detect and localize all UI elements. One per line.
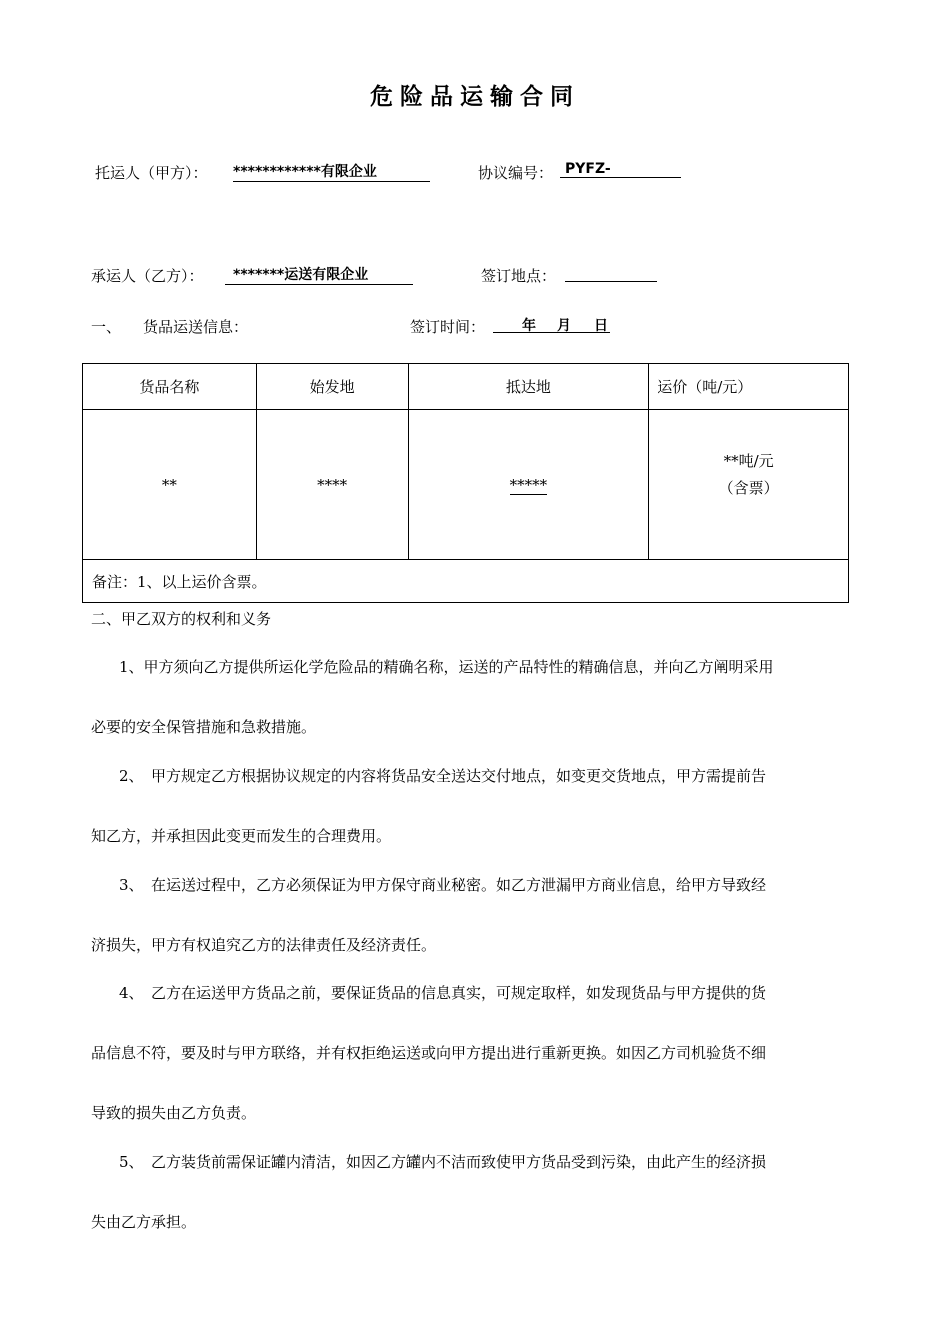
sign-time-value (493, 315, 610, 333)
column-header-goods-name: 货品名称 (83, 364, 257, 410)
clause-3-line-1: 3、 在运送过程中，乙方必须保证为甲方保守商业秘密。如乙方泄漏甲方商业信息，给甲方导致经 (119, 876, 767, 894)
section1-title: 货品运送信息： (143, 318, 249, 336)
sign-place-label: 签订地点： (481, 267, 557, 285)
cell-destination (408, 410, 649, 560)
section2-title: 二、甲乙双方的权利和义务 (91, 610, 272, 628)
table-note-row (83, 560, 849, 603)
sign-time-label: 签订时间： (410, 318, 486, 336)
document-title: 危险品运输合同 (370, 84, 580, 110)
clause-3-line-2: 济损失，甲方有权追究乙方的法律责任及经济责任。 (91, 936, 437, 954)
freight-rate-value: **吨/元 (723, 451, 774, 470)
clause-1-line-1: 1、甲方须向乙方提供所运化学危险品的精确名称，运送的产品特性的精确信息，并向乙方阐明采用 (119, 658, 774, 676)
sign-month: 月 (557, 318, 571, 334)
carrier-label: 承运人（乙方）： (91, 267, 204, 285)
clause-4-line-1: 4、 乙方在运送甲方货品之前，要保证货品的信息真实，可规定取样，如发现货品与甲方提供的货 (119, 984, 767, 1002)
freight-rate-tax-note: （含票） (718, 478, 779, 497)
shipper-value: ************有限企业 (233, 161, 430, 182)
shipper-label: 托运人（甲方）： (95, 164, 208, 182)
section1-number: 一、 (91, 318, 122, 336)
agreement-number-value: PYFZ- (560, 161, 681, 178)
sign-year: 年 (522, 318, 536, 334)
column-header-freight-rate: 运价（吨/元） (649, 364, 849, 410)
goods-table (82, 363, 849, 603)
clause-2-line-1: 2、 甲方规定乙方根据协议规定的内容将货品安全送达交付地点，如变更交货地点，甲方需提前告 (119, 767, 767, 785)
clause-4-line-2: 品信息不符，要及时与甲方联络，并有权拒绝运送或向甲方提出进行重新更换。如因乙方司机验货不细 (91, 1044, 767, 1062)
table-header-row (83, 364, 849, 410)
cell-goods-name: ** (83, 410, 257, 560)
clause-4-line-3: 导致的损失由乙方负责。 (91, 1104, 257, 1122)
cell-freight-rate (649, 410, 849, 560)
clause-1-line-2: 必要的安全保管措施和急救措施。 (91, 718, 317, 736)
column-header-destination: 抵达地 (408, 364, 649, 410)
sign-day: 日 (594, 318, 608, 334)
clause-5-line-1: 5、 乙方装货前需保证罐内清洁，如因乙方罐内不洁而致使甲方货品受到污染，由此产生的经济损 (119, 1153, 767, 1171)
carrier-value: *******运送有限企业 (225, 264, 413, 285)
sign-place-blank (565, 265, 657, 282)
table-row (83, 410, 849, 560)
clause-5-line-2: 失由乙方承担。 (91, 1213, 197, 1231)
table-note: 备注：1、以上运价含票。 (83, 560, 849, 603)
clause-2-line-2: 知乙方，并承担因此变更而发生的合理费用。 (91, 827, 392, 845)
destination-value: ***** (509, 475, 548, 494)
column-header-origin: 始发地 (256, 364, 408, 410)
cell-origin: **** (256, 410, 408, 560)
agreement-number-label: 协议编号： (478, 164, 554, 182)
